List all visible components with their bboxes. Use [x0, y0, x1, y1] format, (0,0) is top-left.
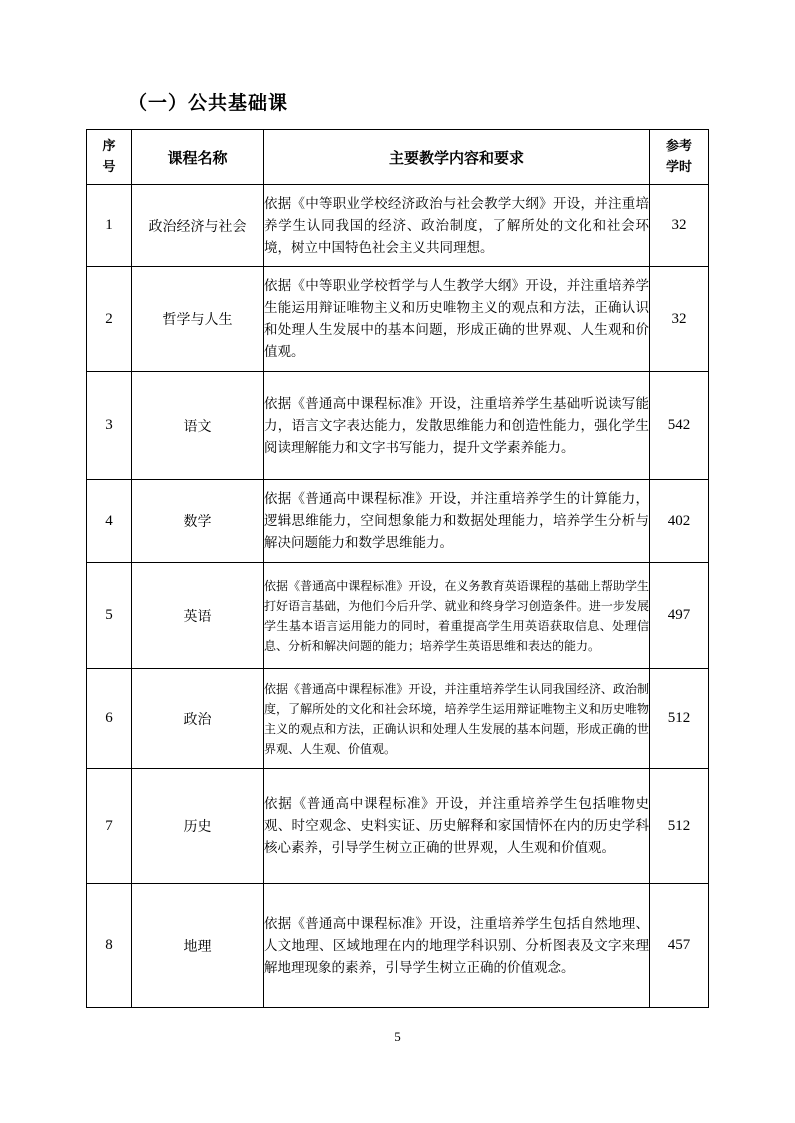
- row-no: 1: [87, 185, 132, 267]
- row-no: 8: [87, 884, 132, 1008]
- header-hours: 参考学时: [650, 130, 709, 185]
- row-hours: 32: [650, 267, 709, 372]
- header-no: 序号: [87, 130, 132, 185]
- table-row: [87, 267, 709, 372]
- row-name: 语文: [132, 372, 264, 480]
- section-title: （一）公共基础课: [128, 92, 289, 114]
- row-content: 依据《普通高中课程标准》开设，并注重培养学生的计算能力，逻辑思维能力，空间想象能力和数据处理能力，培养学生分析与解决问题能力和数学思维能力。: [264, 480, 650, 563]
- row-hours: 542: [650, 372, 709, 480]
- row-content: 依据《普通高中课程标准》开设，注重培养学生基础听说读写能力，语言文字表达能力，发散思维能力和创造性能力，强化学生阅读理解能力和文字书写能力，提升文学素养能力。: [264, 372, 650, 480]
- row-content: 依据《中等职业学校哲学与人生教学大纲》开设，并注重培养学生能运用辩证唯物主义和历史唯物主义的观点和方法，正确认识和处理人生发展中的基本问题，形成正确的世界观、人生观和价值观。: [264, 267, 650, 372]
- table-row: [87, 769, 709, 884]
- row-content: 依据《普通高中课程标准》开设，并注重培养学生认同我国经济、政治制度，了解所处的文化和社会环境，培养学生运用辩证唯物主义和历史唯物主义的观点和方法，正确认识和处理人生发展的基本问题，形成正确的世界观、人生观、价值观。: [264, 669, 650, 769]
- table-row: [87, 185, 709, 267]
- row-name: 英语: [132, 563, 264, 669]
- header-content: 主要教学内容和要求: [264, 130, 650, 185]
- header-name: 课程名称: [132, 130, 264, 185]
- row-hours: 497: [650, 563, 709, 669]
- table-row: [87, 480, 709, 563]
- row-no: 7: [87, 769, 132, 884]
- row-hours: 512: [650, 669, 709, 769]
- row-name: 政治: [132, 669, 264, 769]
- row-content: 依据《中等职业学校经济政治与社会教学大纲》开设，并注重培养学生认同我国的经济、政治制度，了解所处的文化和社会环境，树立中国特色社会主义共同理想。: [264, 185, 650, 267]
- row-content: 依据《普通高中课程标准》开设，注重培养学生包括自然地理、人文地理、区域地理在内的地理学科识别、分析图表及文字来理解地理现象的素养，引导学生树立正确的价值观念。: [264, 884, 650, 1008]
- table-row: [87, 372, 709, 480]
- row-name: 地理: [132, 884, 264, 1008]
- row-content: 依据《普通高中课程标准》开设，在义务教育英语课程的基础上帮助学生打好语言基础，为他们今后升学、就业和终身学习创造条件。进一步发展学生基本语言运用能力的同时，着重提高学生用英语获取信息、处理信息、分析和解决问题的能力；培养学生英语思维和表达的能力。: [264, 563, 650, 669]
- row-no: 2: [87, 267, 132, 372]
- row-hours: 457: [650, 884, 709, 1008]
- row-name: 哲学与人生: [132, 267, 264, 372]
- row-content: 依据《普通高中课程标准》开设，并注重培养学生包括唯物史观、时空观念、史料实证、历史解释和家国情怀在内的历史学科核心素养，引导学生树立正确的世界观，人生观和价值观。: [264, 769, 650, 884]
- row-hours: 512: [650, 769, 709, 884]
- table-row: [87, 669, 709, 769]
- page-number: 5: [394, 1029, 401, 1044]
- row-no: 5: [87, 563, 132, 669]
- row-name: 历史: [132, 769, 264, 884]
- table-header-row: [87, 130, 709, 185]
- row-hours: 32: [650, 185, 709, 267]
- row-no: 4: [87, 480, 132, 563]
- row-hours: 402: [650, 480, 709, 563]
- row-no: 6: [87, 669, 132, 769]
- row-no: 3: [87, 372, 132, 480]
- table-row: [87, 563, 709, 669]
- course-table: [86, 129, 709, 1008]
- row-name: 数学: [132, 480, 264, 563]
- row-name: 政治经济与社会: [132, 185, 264, 267]
- table-row: [87, 884, 709, 1008]
